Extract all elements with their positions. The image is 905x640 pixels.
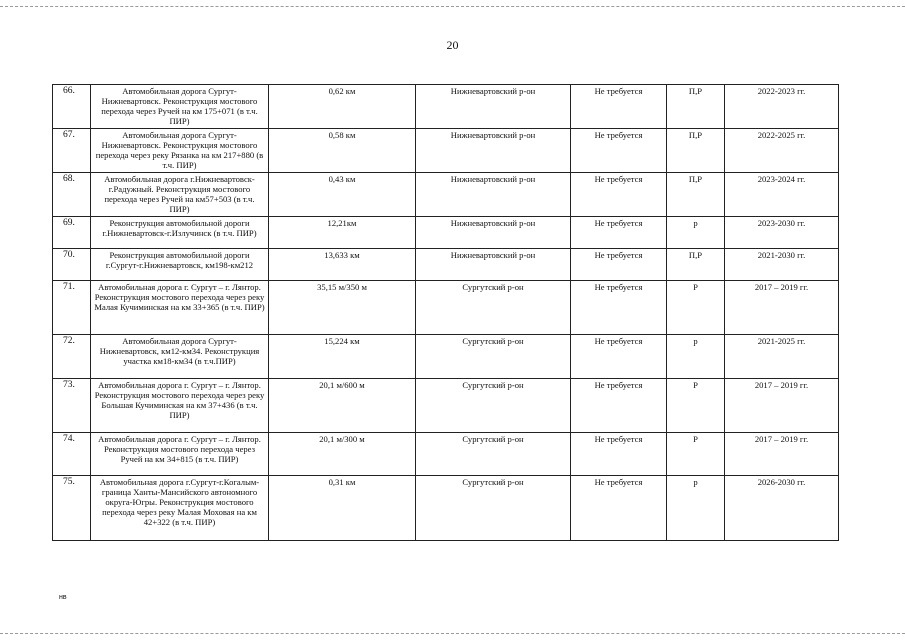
project-period: 2017 – 2019 гг. <box>725 433 839 476</box>
project-district: Нижневартовский р-он <box>416 129 571 173</box>
row-number: 75. <box>53 476 91 541</box>
project-district: Нижневартовский р-он <box>416 85 571 129</box>
project-district: Сургутский р-он <box>416 379 571 433</box>
row-number: 66. <box>53 85 91 129</box>
project-length: 0,58 км <box>269 129 416 173</box>
project-stage: р <box>667 476 725 541</box>
project-stage: Р <box>667 433 725 476</box>
project-length: 13,633 км <box>269 249 416 281</box>
project-period: 2021-2025 гг. <box>725 335 839 379</box>
project-name: Реконструкция автомобильной дороги г.Сургут-г.Нижневартовск, км198-км212 <box>91 249 269 281</box>
row-number: 67. <box>53 129 91 173</box>
project-length: 20,1 м/600 м <box>269 379 416 433</box>
project-period: 2022-2025 гг. <box>725 129 839 173</box>
road-projects-table <box>52 84 839 541</box>
project-length: 12,21км <box>269 217 416 249</box>
table-row <box>53 249 839 281</box>
project-requirement: Не требуется <box>571 173 667 217</box>
project-length: 0,62 км <box>269 85 416 129</box>
project-district: Сургутский р-он <box>416 476 571 541</box>
project-district: Сургутский р-он <box>416 281 571 335</box>
project-requirement: Не требуется <box>571 476 667 541</box>
project-district: Нижневартовский р-он <box>416 249 571 281</box>
project-name: Автомобильная дорога Сургут-Нижневартовск, км12-км34. Реконструкция участка км18-км34 (в т.ч.ПИР) <box>91 335 269 379</box>
table-body <box>53 85 839 541</box>
project-stage: р <box>667 335 725 379</box>
page-number: 20 <box>446 38 459 52</box>
table-row <box>53 335 839 379</box>
project-stage: П,Р <box>667 85 725 129</box>
project-period: 2017 – 2019 гг. <box>725 281 839 335</box>
project-length: 0,43 км <box>269 173 416 217</box>
project-requirement: Не требуется <box>571 249 667 281</box>
project-requirement: Не требуется <box>571 129 667 173</box>
table-row <box>53 433 839 476</box>
table-row <box>53 217 839 249</box>
project-period: 2023-2030 гг. <box>725 217 839 249</box>
project-stage: р <box>667 217 725 249</box>
project-requirement: Не требуется <box>571 433 667 476</box>
table-row <box>53 85 839 129</box>
project-name: Автомобильная дорога г.Сургут-г.Когалым-граница Ханты-Мансийского автономного округа-Югры. Реконструкция мостового перехода через реку Малая Моховая на км 42+322 (в т.ч. ПИР) <box>91 476 269 541</box>
project-stage: П,Р <box>667 173 725 217</box>
table-row <box>53 379 839 433</box>
project-stage: П,Р <box>667 249 725 281</box>
row-number: 72. <box>53 335 91 379</box>
project-length: 15,224 км <box>269 335 416 379</box>
row-number: 70. <box>53 249 91 281</box>
project-name: Реконструкция автомобильной дороги г.Нижневартовск-г.Излучинск (в т.ч. ПИР) <box>91 217 269 249</box>
project-length: 35,15 м/350 м <box>269 281 416 335</box>
project-name: Автомобильная дорога г.Нижневартовск-г.Радужный. Реконструкция мостового перехода через Ручей на км57+503 (в т.ч. ПИР) <box>91 173 269 217</box>
footer-note: нв <box>59 594 67 601</box>
project-requirement: Не требуется <box>571 85 667 129</box>
project-district: Сургутский р-он <box>416 433 571 476</box>
row-number: 71. <box>53 281 91 335</box>
scan-edge-top <box>0 6 905 7</box>
project-name: Автомобильная дорога Сургут-Нижневартовск. Реконструкция мостового перехода через реку Рязанка на км 217+880 (в т.ч. ПИР) <box>91 129 269 173</box>
project-stage: Р <box>667 281 725 335</box>
project-district: Сургутский р-он <box>416 335 571 379</box>
project-stage: Р <box>667 379 725 433</box>
table-row <box>53 281 839 335</box>
project-requirement: Не требуется <box>571 281 667 335</box>
project-name: Автомобильная дорога г. Сургут – г. Лянтор. Реконструкция мостового перехода через реку Малая Кучиминская на км 33+365 (в т.ч. ПИР) <box>91 281 269 335</box>
project-name: Автомобильная дорога Сургут-Нижневартовск. Реконструкция мостового перехода через Ручей на км 175+071 (в т.ч. ПИР) <box>91 85 269 129</box>
scan-edge-bottom <box>0 633 905 634</box>
project-district: Нижневартовский р-он <box>416 217 571 249</box>
project-period: 2023-2024 гг. <box>725 173 839 217</box>
row-number: 68. <box>53 173 91 217</box>
row-number: 74. <box>53 433 91 476</box>
project-requirement: Не требуется <box>571 379 667 433</box>
project-district: Нижневартовский р-он <box>416 173 571 217</box>
project-length: 0,31 км <box>269 476 416 541</box>
table-row <box>53 173 839 217</box>
project-period: 2026-2030 гг. <box>725 476 839 541</box>
project-stage: П,Р <box>667 129 725 173</box>
project-requirement: Не требуется <box>571 335 667 379</box>
project-length: 20,1 м/300 м <box>269 433 416 476</box>
project-period: 2022-2023 гг. <box>725 85 839 129</box>
project-name: Автомобильная дорога г. Сургут – г. Лянтор. Реконструкция мостового перехода через Ручей на км 34+815 (в т.ч. ПИР) <box>91 433 269 476</box>
table-row <box>53 476 839 541</box>
project-name: Автомобильная дорога г. Сургут – г. Лянтор. Реконструкция мостового перехода через реку Большая Кучиминская на км 37+436 (в т.ч. ПИР) <box>91 379 269 433</box>
project-requirement: Не требуется <box>571 217 667 249</box>
project-period: 2017 – 2019 гг. <box>725 379 839 433</box>
table-row <box>53 129 839 173</box>
row-number: 69. <box>53 217 91 249</box>
project-period: 2021-2030 гг. <box>725 249 839 281</box>
row-number: 73. <box>53 379 91 433</box>
